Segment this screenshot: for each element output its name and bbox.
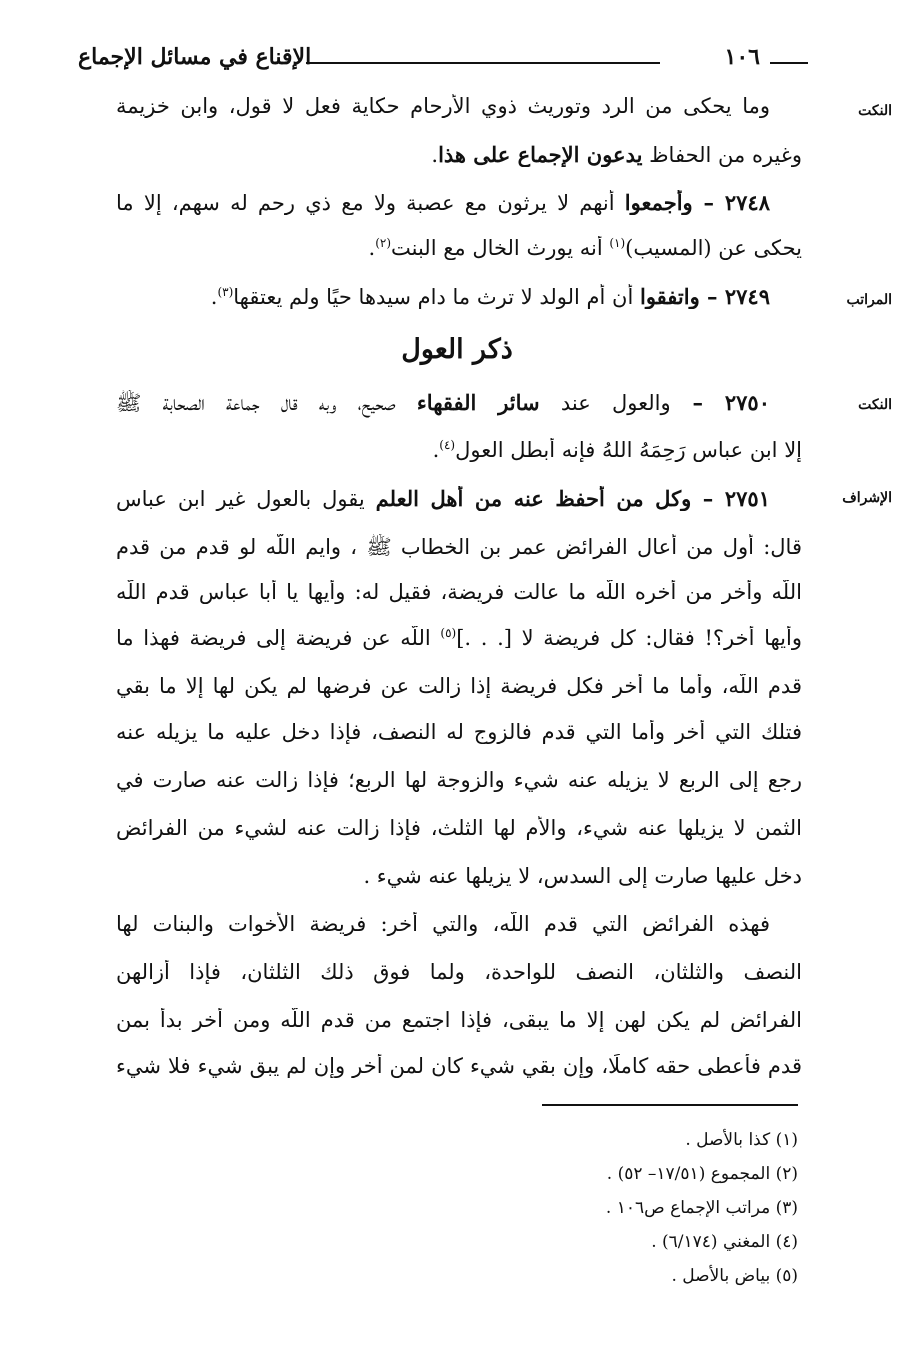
footnote-ref: (٣) <box>217 285 234 299</box>
text-line: النصف والثلثان، النصف للواحدة، ولما فوق ذلك الثلثان، فإذا أزالهن <box>116 960 802 984</box>
entry-2750: ٢٧٥٠ – والعول عند سائر الفقهاء صحيح، وبه قال جماعة الصحابة ﷺ <box>116 390 770 415</box>
text-line: الثمن لا يزيلها عنه شيء، والأم لها الثلث، فإذا زالت عنه لشيء من الفرائض <box>116 816 802 840</box>
margin-tag-nukat: النكت <box>858 103 892 119</box>
book-title: الإقناع في مسائل الإجماع <box>78 44 312 70</box>
header-dash <box>770 62 808 64</box>
text-line: وما يحكى من الرد وتوريث ذوي الأرحام حكاية فعل لا قول، وابن خزيمة <box>116 94 770 118</box>
text-line: يحكى عن (المسيب)$^{(١)}$ أنه يورث الخال مع البنت$^{(٢)}$. <box>368 236 802 260</box>
text-line: قدم اللّه، وأما ما أخر فكل فريضة إذا زالت عن فرضها لم يكن لها إلا ما بقي <box>116 674 802 698</box>
margin-tag-ishraf: الإشراف <box>842 490 892 506</box>
footnote-ref: (١) <box>609 236 626 250</box>
margin-tag-nukat-2: النكت <box>858 397 892 413</box>
margin-tag-maratib: المراتب <box>846 292 892 308</box>
text-line: وغيره من الحفاظ يدعون الإجماع على هذا. <box>431 142 802 167</box>
text-line: الفرائض لم يكن لهن إلا ما يبقى، فإذا اجتمع من قدم اللّه ومن أخر بدأ بمن <box>116 1008 802 1032</box>
footnote: (٤) المغني (٦/١٧٤) . <box>651 1232 798 1252</box>
footnote-ref: (٤) <box>439 438 456 452</box>
entry-2751: ٢٧٥١ – وكل من أحفظ عنه من أهل العلم يقول بالعول غير ابن عباس <box>116 486 770 511</box>
text-line: اللّه وأخر من أخره اللّه ما عالت فريضة، فقيل له: وأيها يا أبا عباس قدم اللّه <box>116 580 802 604</box>
text-line: وأيها أخر؟! فقال: كل فريضة لا [. . .]$^{(٥)}$ اللّه عن فريضة إلى فريضة فهذا ما <box>116 626 802 650</box>
footnote-rule <box>542 1104 798 1106</box>
footnote-ref: (٥) <box>440 626 457 640</box>
text-line: دخل عليها صارت إلى السدس، لا يزيلها عنه شيء . <box>363 864 802 888</box>
entry-2748: ٢٧٤٨ – وأجمعوا أنهم لا يرثون مع عصبة ولا مع ذي رحم له سهم، إلا ما <box>116 190 770 215</box>
page-header <box>78 40 808 80</box>
text-line: إلا ابن عباس رَحِمَهُ اللهُ فإنه أبطل العول$^{(٤)}$. <box>432 438 802 462</box>
entry-2749: ٢٧٤٩ – واتفقوا أن أم الولد لا ترث ما دام سيدها حيًا ولم يعتقها$^{(٣)}$. <box>210 284 770 309</box>
footnote: (٣) مراتب الإجماع ص١٠٦ . <box>605 1198 798 1218</box>
text-line: قدم فأعطى حقه كاملًا، وإن بقي شيء كان لمن أخر وإن لم يبق شيء فلا شيء <box>116 1054 802 1078</box>
text-line: قال: أول من أعال الفرائض عمر بن الخطاب ﷺ ، وايم اللّه لو قدم من قدم <box>116 535 802 559</box>
footnote: (١) كذا بالأصل . <box>685 1130 798 1150</box>
page-number: ١٠٦ <box>724 44 760 70</box>
footnote-ref: (٢) <box>375 236 392 250</box>
text-line: فهذه الفرائض التي قدم اللّه، والتي أخر: فريضة الأخوات والبنات لها <box>116 912 770 936</box>
footnote: (٢) المجموع (١٧/٥١– ٥٢) . <box>606 1164 798 1184</box>
text-line: رجع إلى الربع لا يزيله عنه شيء والزوجة لها الربع؛ فإذا زالت عنه صارت في <box>116 768 802 792</box>
footnote: (٥) بياض بالأصل . <box>671 1266 798 1286</box>
header-rule <box>306 62 660 64</box>
section-title: ذكر العول <box>401 334 513 365</box>
text-line: فتلك التي أخر وأما التي قدم فالزوج له النصف، فإذا دخل عليه ما يزيله عنه <box>116 720 802 744</box>
